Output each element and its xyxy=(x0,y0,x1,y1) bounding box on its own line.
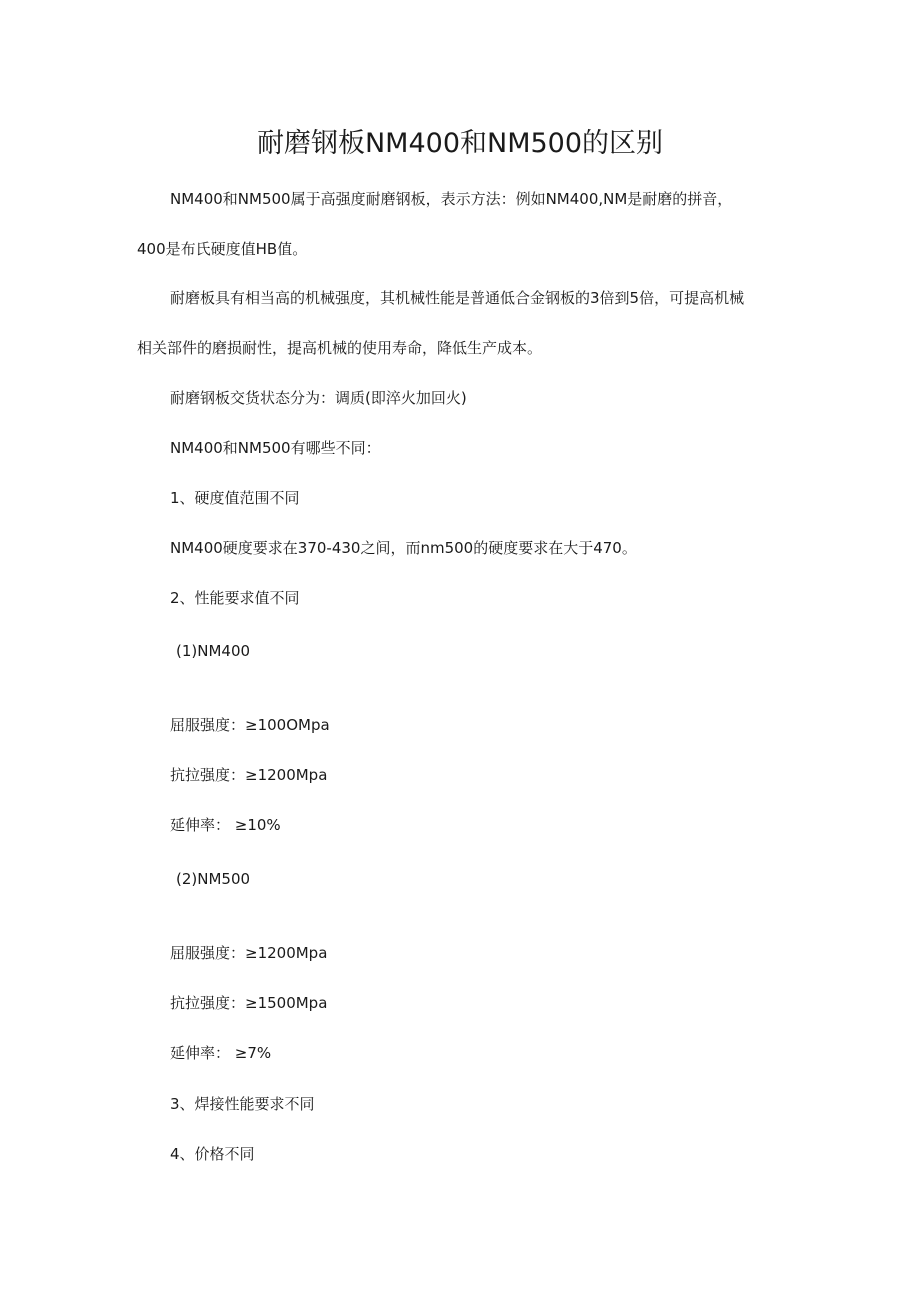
section-4-heading: 4、价格不同 xyxy=(170,1145,255,1163)
nm400-tensile-strength: 抗拉强度：≥1200Mpa xyxy=(170,766,328,784)
section-2-heading: 2、性能要求值不同 xyxy=(170,589,300,607)
nm500-elongation: 延伸率： ≥7% xyxy=(170,1044,272,1062)
delivery-state: 耐磨钢板交货状态分为：调质(即淬火加回火) xyxy=(170,389,467,407)
nm500-yield-strength: 屈服强度：≥1200Mpa xyxy=(170,944,328,962)
intro-line-1: NM400和NM500属于高强度耐磨钢板，表示方法：例如NM400,NM是耐磨的拼音， xyxy=(170,190,733,208)
strength-line-1: 耐磨板具有相当高的机械强度，其机械性能是普通低合金钢板的3倍到5倍，可提高机械 xyxy=(170,289,745,307)
nm400-elongation: 延伸率： ≥10% xyxy=(170,816,281,834)
nm500-label: (2)NM500 xyxy=(176,870,251,888)
section-1-heading: 1、硬度值范围不同 xyxy=(170,489,300,507)
section-3-heading: 3、焊接性能要求不同 xyxy=(170,1095,315,1113)
difference-question: NM400和NM500有哪些不同： xyxy=(170,439,381,457)
section-1-body: NM400硬度要求在370-430之间，而nm500的硬度要求在大于470。 xyxy=(170,539,637,557)
nm400-yield-strength: 屈服强度：≥100OMpa xyxy=(170,716,330,734)
strength-line-2: 相关部件的磨损耐性，提高机械的使用寿命，降低生产成本。 xyxy=(137,339,543,357)
document-title: 耐磨钢板NM400和NM500的区别 xyxy=(256,128,664,159)
nm400-label: (1)NM400 xyxy=(176,642,251,660)
intro-line-2: 400是布氏硬度值HB值。 xyxy=(137,240,308,258)
nm500-tensile-strength: 抗拉强度：≥1500Mpa xyxy=(170,994,328,1012)
